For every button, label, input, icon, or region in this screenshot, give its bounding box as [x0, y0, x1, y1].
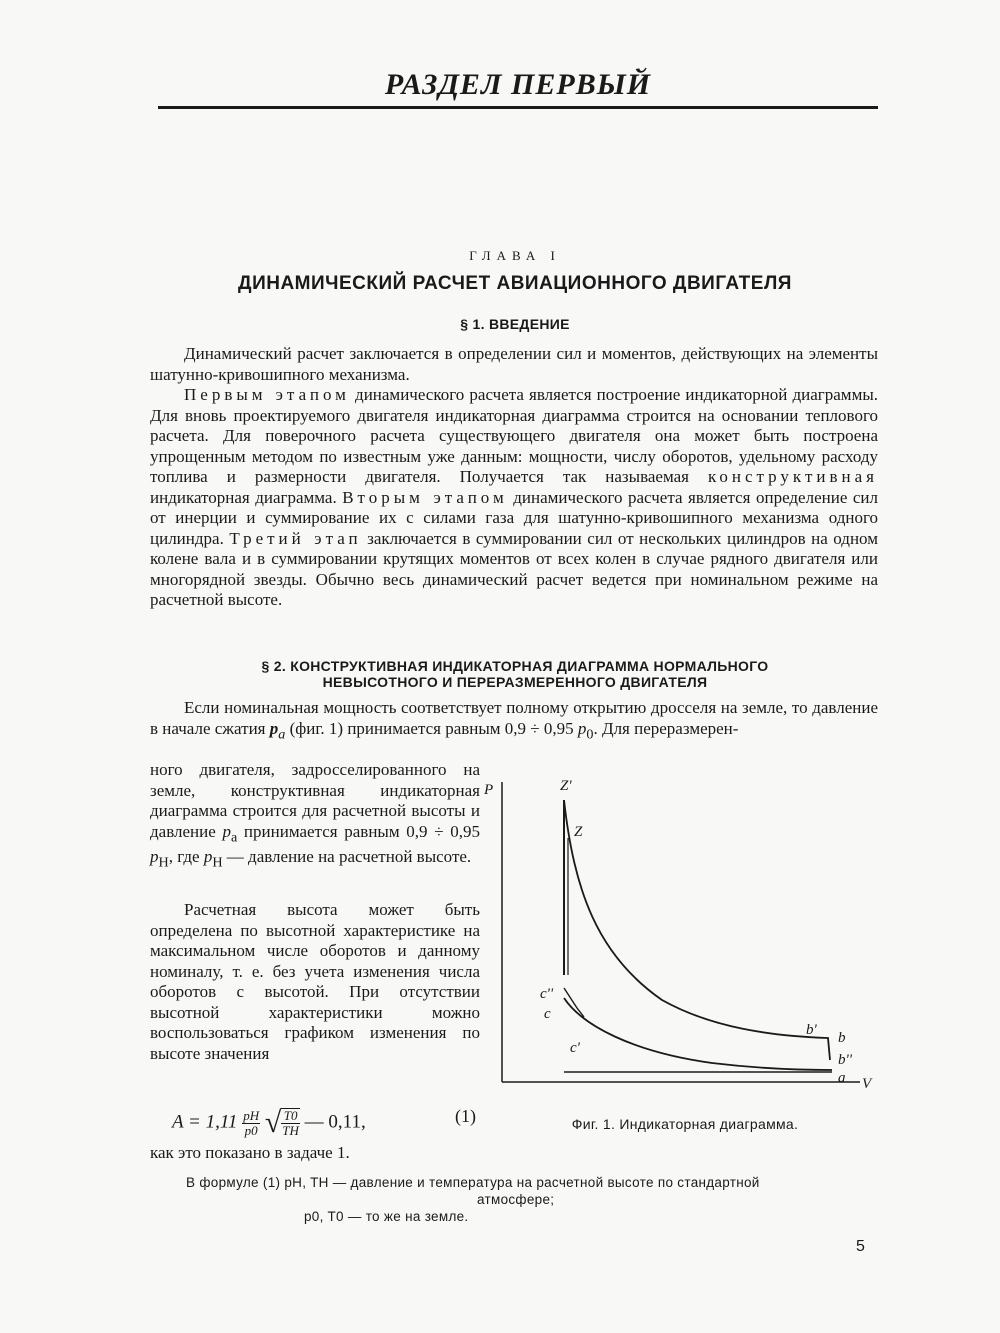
emph-third-stage: Третий этап [229, 528, 362, 548]
axis-label-v: V [862, 1076, 872, 1092]
label-b-double-prime: b'' [838, 1052, 852, 1068]
section-rule [158, 106, 878, 109]
text-run: . Для переразмерен- [593, 718, 739, 738]
symbol-pa: p [222, 821, 231, 841]
emph-second-stage: Вторым этапом [342, 487, 508, 507]
fraction-denominator: TH [282, 1123, 299, 1138]
symbol-ph-sub: H [158, 854, 169, 871]
compression-curve [564, 998, 832, 1070]
label-z-prime: Z' [560, 778, 572, 794]
symbol-pa-sub: a [278, 725, 286, 742]
text-run: заключается в суммировании сил от нескольких цилиндров на одном колене вала и в суммировании крутящих моментов от всех колен в случае рядного двигателя или многорядной звезды. Обычно весь динамический расчет ведется при номинальном режиме на расчетной высоте. [150, 528, 878, 609]
section-title: РАЗДЕЛ ПЕРВЫЙ [384, 68, 652, 101]
paragraph-stages [150, 385, 878, 611]
section-2-heading-line-2: НЕВЫСОТНОГО И ПЕРЕРАЗМЕРЕННОГО ДВИГАТЕЛЯ [322, 674, 708, 690]
formula-lhs: A = 1,11 [172, 1111, 238, 1133]
emph-constructive: конструктивная [707, 467, 878, 486]
note-line-2: атмосфере; [477, 1192, 555, 1207]
symbol-ph: p [150, 847, 159, 867]
text-run: (фиг. 1) принимается равным 0,9 ÷ 0,95 [285, 718, 578, 738]
emph-first-stage: Первым этапом [184, 385, 350, 404]
formula-note [186, 1174, 876, 1225]
note-line-1: В формуле (1) pH, TH — давление и температура на расчетной высоте по стандартной [186, 1175, 760, 1190]
text-run: принимается равным 0,9 ÷ 0,95 [237, 821, 480, 841]
text-run: — давление на расчетной высоте. [222, 847, 472, 867]
symbol-ph: p [203, 847, 213, 867]
text-run: Если номинальная мощность соответствует полному открытию дросселя на земле, то давление в начале сжатия [150, 698, 878, 738]
sqrt-sign: √ [264, 1106, 282, 1139]
symbol-p0: p [577, 718, 587, 738]
fraction-ph-p0 [242, 1109, 260, 1138]
label-c-double-prime: c'' [540, 986, 554, 1002]
paragraph-pressure [150, 698, 878, 744]
paragraph-reference: как это показано в задаче 1. [150, 1143, 350, 1162]
text-run: ного двигателя, задросселированного на земле, конструктивная индикаторная диаграмма строится для расчетной высоты и давление [150, 760, 480, 841]
axis-label-p: P [484, 782, 494, 798]
note-line-3: p0, T0 — то же на земле. [304, 1209, 469, 1224]
label-b-prime: b' [806, 1022, 817, 1038]
symbol-ph-sub: H [212, 854, 223, 871]
paragraph-oversized-engine [150, 760, 480, 873]
text-run: , где [168, 847, 204, 867]
formula-expression [172, 1106, 366, 1140]
equation-number: (1) [455, 1106, 476, 1126]
label-z: Z [574, 824, 583, 840]
indicator-diagram [482, 770, 882, 1100]
symbol-pa: p [269, 718, 279, 738]
indicator-diagram-svg [482, 770, 882, 1100]
label-a: a [838, 1070, 846, 1086]
fraction-t0-th [281, 1108, 300, 1138]
text-run: индикаторная диаграмма. [150, 487, 343, 507]
section-1-heading: § 1. ВВЕДЕНИЕ [460, 316, 570, 332]
page-number: 5 [856, 1238, 865, 1255]
formula-tail: — 0,11, [304, 1111, 366, 1133]
chapter-title: ДИНАМИЧЕСКИЙ РАСЧЕТ АВИАЦИОННОГО ДВИГАТЕЛЯ [238, 273, 792, 294]
section-2-heading-line-1: § 2. КОНСТРУКТИВНАЯ ИНДИКАТОРНАЯ ДИАГРАММА НОРМАЛЬНОГО [261, 658, 769, 674]
label-c-prime: c' [570, 1040, 580, 1056]
fraction-numerator: T0 [281, 1109, 300, 1124]
section-2-heading [150, 658, 880, 690]
symbol-pa-sub: a [230, 828, 238, 845]
paragraph-design-altitude: Расчетная высота может быть определена по высотной характеристике на максимальном числе оборотов и данному номиналу, т. е. без учета изменения числа оборотов с высотой. При отсутствии высотной характеристики можно воспользоваться графиком изменения по высоте значения [150, 900, 480, 1063]
figure-caption: Фиг. 1. Индикаторная диаграмма. [571, 1116, 799, 1132]
fraction-denominator: p0 [244, 1122, 258, 1138]
label-c: c [544, 1006, 551, 1022]
text-run: динамического расчета является построение индикаторной диаграммы. Для вновь проектируемого двигателя индикаторная диаграмма строится на основании теплового расчета. Для поверочного расчета существующего двигателя она может быть построена упрощенным методом по известным уже данным: мощности, числу оборотов, удельному расходу топлива и размерности двигателя. Получается так называемая [150, 385, 878, 486]
expansion-curve [564, 800, 830, 1060]
fraction-numerator: pH [243, 1107, 260, 1123]
chapter-label: ГЛАВА I [469, 248, 561, 263]
text-run: динамического расчета является определение сил от инерции и суммирование их с силами газа для шатунно-кривошипного механизма одного цилиндра. [150, 487, 878, 548]
formula-1 [172, 1092, 482, 1142]
symbol-p0-sub: 0 [586, 725, 594, 742]
label-b: b [838, 1030, 846, 1046]
paragraph-introduction: Динамический расчет заключается в определении сил и моментов, действующих на элементы шатунно-кривошипного механизма. [150, 344, 878, 384]
